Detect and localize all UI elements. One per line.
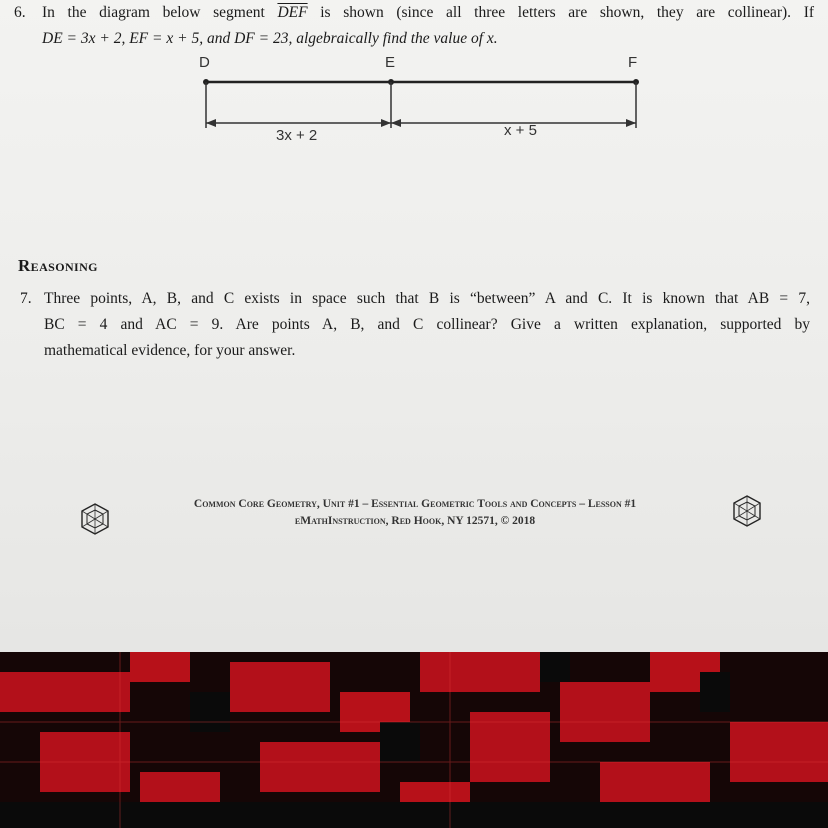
question-7-line-2: BC = 4 and AC = 9. Are points A, B, and C collinear? Give a written explanation, supported by	[44, 316, 810, 333]
footer-line-1: Common Core Geometry, Unit #1 – Essential Geometric Tools and Concepts – Lesson #1	[193, 498, 637, 510]
label-d: D	[199, 54, 210, 71]
question-6-line-2: DE = 3x + 2, EF = x + 5, and DF = 23, algebraically find the value of x.	[42, 30, 498, 47]
arrowhead-right	[626, 119, 636, 127]
arrowhead-left	[206, 119, 216, 127]
q6-text-a: In the diagram below segment	[42, 4, 265, 21]
arrowhead-e-left	[381, 119, 391, 127]
label-de-length: 3x + 2	[276, 127, 318, 144]
segment-diagram	[190, 54, 650, 150]
footer	[130, 496, 700, 530]
question-6	[14, 0, 814, 52]
question-7-line-1: Three points, A, B, and C exists in space such that B is “between” A and C. It is known that AB = 7,	[44, 290, 810, 307]
polyhedron-icon	[78, 502, 112, 536]
arrowhead-e-right	[391, 119, 401, 127]
label-e: E	[385, 54, 396, 71]
plaid-pattern	[0, 652, 828, 828]
label-f: F	[628, 54, 638, 71]
label-ef-length: x + 5	[504, 122, 537, 139]
question-7	[20, 286, 810, 364]
question-6-line-1	[42, 0, 814, 26]
section-heading: Reasoning	[18, 256, 98, 275]
segment-drawing	[190, 70, 650, 140]
polyhedron-icon	[730, 494, 764, 528]
segment-name: $\overline{DEF}$	[277, 4, 308, 21]
question-number: 7.	[20, 290, 32, 307]
question-number: 6.	[14, 4, 26, 21]
footer-line-2: eMathInstruction, Red Hook, NY 12571, © 2018	[294, 515, 536, 527]
question-7-line-3: mathematical evidence, for your answer.	[44, 342, 296, 359]
plaid-fabric-background	[0, 652, 828, 828]
q6-text-b: is shown (since all three letters are shown, they are collinear). If	[320, 4, 815, 21]
